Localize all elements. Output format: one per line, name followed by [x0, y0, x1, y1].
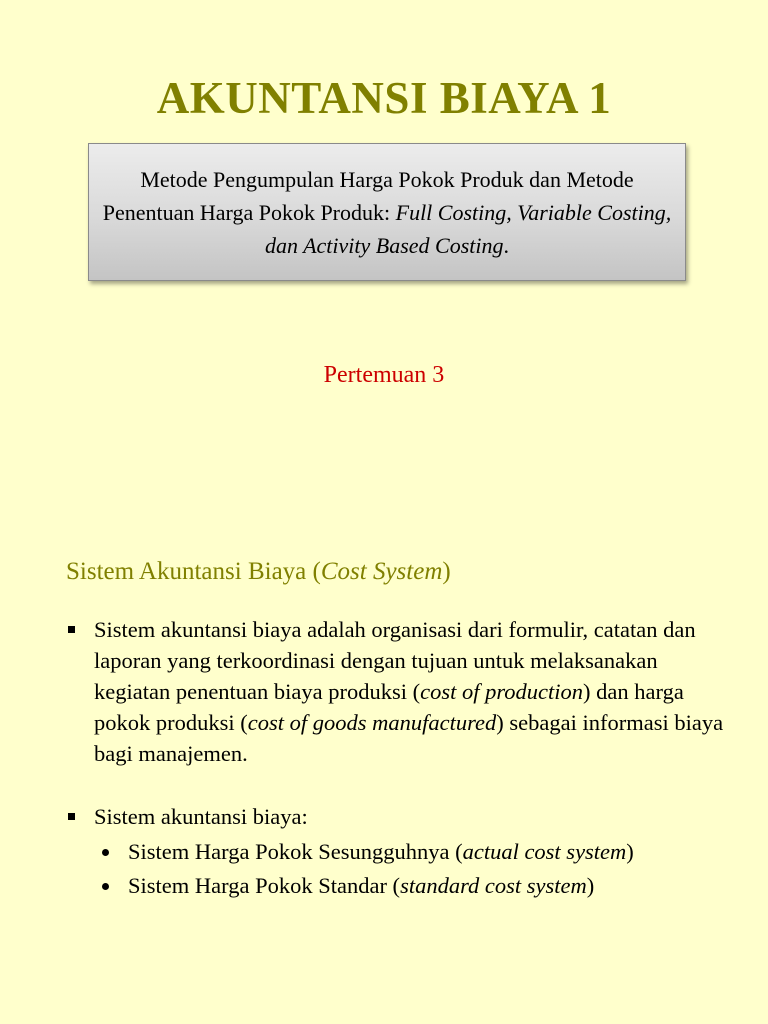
section-heading-italic: Cost System	[320, 558, 443, 585]
sub-item-plain: Sistem Harga Pokok Sesungguhnya (	[128, 839, 463, 864]
round-bullet-icon	[102, 849, 109, 856]
bullet2-text: Sistem akuntansi biaya:	[94, 804, 308, 829]
slide-title: AKUNTANSI BIAYA 1	[156, 73, 612, 123]
bullet-item-types	[66, 801, 726, 832]
sub-item-plain: Sistem Harga Pokok Standar (	[128, 873, 401, 898]
bullet1-text1: Sistem akuntansi biaya adalah organisasi dari formulir, catatan dan laporan yang terkoordinasi dengan tujuan untuk melaksanakan kegiatan penentuan biaya produksi (	[94, 617, 696, 704]
bullet1-text2: ) dan harga pokok produksi (	[94, 679, 684, 735]
subtitle-part1: Metode Pengumpulan Harga Pokok Produk dan Metode Penentuan Harga Pokok Produk:	[102, 166, 634, 225]
bullet1-italic2: cost of goods manufactured	[247, 710, 497, 735]
round-bullet-icon	[102, 883, 109, 890]
bullet1-italic1: cost of production	[420, 679, 584, 704]
meeting-label: Pertemuan 3	[323, 362, 445, 388]
subtitle-box	[88, 143, 686, 281]
sub-item-italic: actual cost system	[462, 839, 627, 864]
subtitle-italic2: dan Activity Based Costing	[264, 232, 504, 258]
section-heading-close: )	[442, 558, 451, 585]
square-bullet-icon	[68, 626, 75, 633]
bullet-list	[66, 614, 726, 903]
subtitle-text	[99, 163, 675, 262]
sub-item-standard-cost	[66, 869, 726, 903]
square-bullet-icon	[68, 813, 75, 820]
sub-item-actual-cost	[66, 835, 726, 869]
section-heading	[66, 558, 451, 586]
bullet-item-definition	[66, 614, 726, 769]
sub-item-close: )	[626, 839, 634, 864]
subtitle-italic1: Full Costing, Variable Costing,	[395, 199, 672, 225]
subtitle-end: .	[503, 232, 509, 258]
sub-item-close: )	[586, 873, 595, 898]
sub-bullet-list	[66, 835, 726, 903]
sub-item-italic: standard cost system	[400, 873, 587, 898]
section-heading-plain: Sistem Akuntansi Biaya (	[66, 558, 321, 585]
bullet1-text3: ) sebagai informasi biaya bagi manajemen.	[94, 710, 724, 766]
